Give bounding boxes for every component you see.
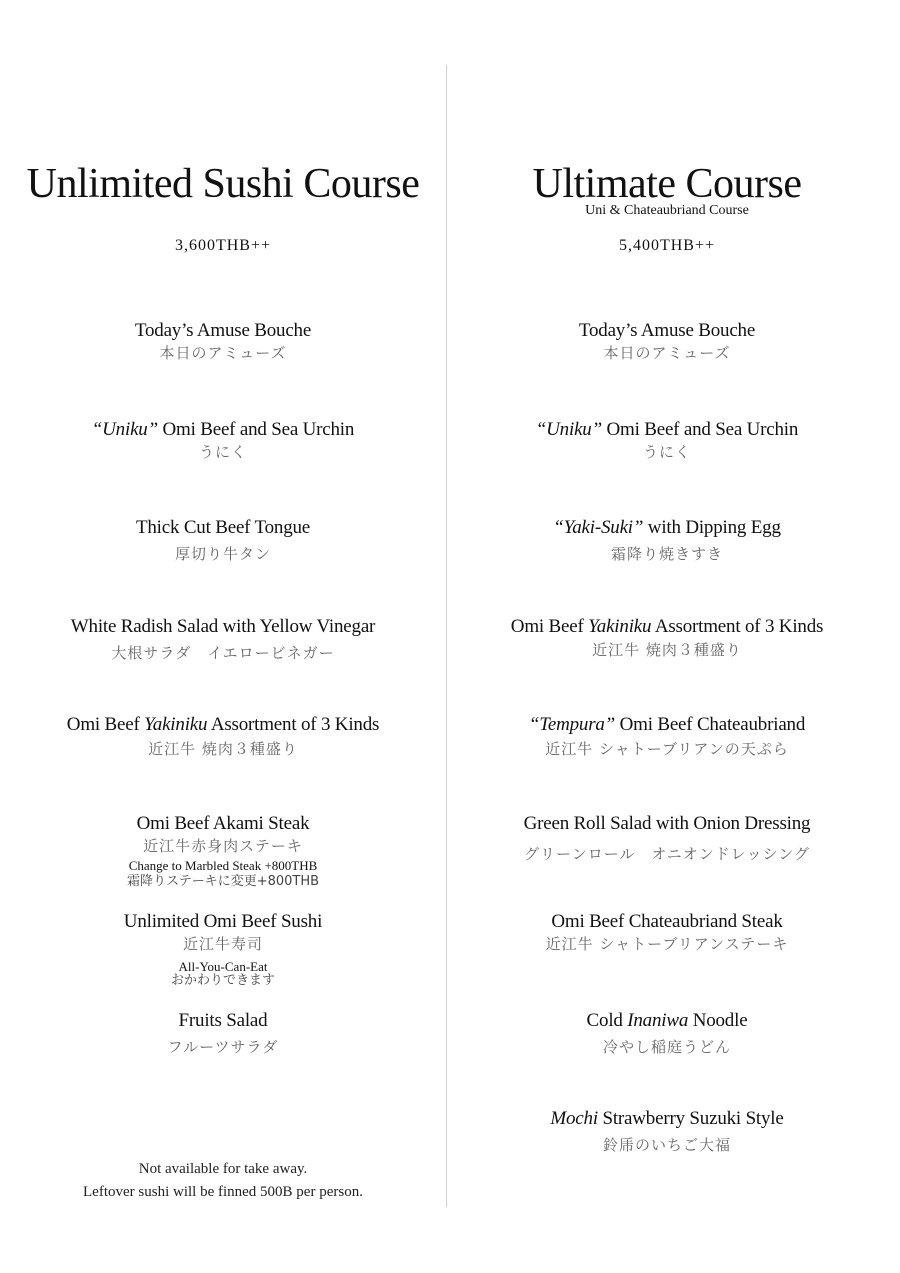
menu-item-name: Thick Cut Beef Tongue <box>135 517 311 538</box>
menu-item-note: Change to Marbled Steak +800THB <box>128 858 318 873</box>
menu-item-name: “Uniku” Omi Beef and Sea Urchin <box>91 419 355 440</box>
menu-item-jp: 霜降り焼きすき <box>610 545 723 563</box>
menu-item-jp: 近江牛寿司 <box>182 935 263 953</box>
course-subtitle: Uni & Chateaubriand Course <box>585 203 749 218</box>
menu-item-name: Today’s Amuse Bouche <box>134 320 312 341</box>
menu-item-note: All-You-Can-Eat <box>178 959 268 974</box>
menu-item-name: Cold Inaniwa Noodle <box>586 1010 748 1031</box>
menu-item-jp: 近江牛 シャトーブリアンステーキ <box>545 935 789 953</box>
menu-item-name: “Yaki-Suki” with Dipping Egg <box>553 517 781 538</box>
menu-item-jp: 近江牛 焼肉３種盛り <box>592 641 742 659</box>
menu-item-jp: 冷やし稲庭うどん <box>602 1038 731 1056</box>
menu-item-name: Today’s Amuse Bouche <box>578 320 756 341</box>
menu-item-name: Omi Beef Chateaubriand Steak <box>551 911 783 932</box>
menu-item-jp: 近江牛 焼肉３種盛り <box>148 740 298 758</box>
course-title: Unlimited Sushi Course <box>26 161 420 207</box>
menu-item-jp: グリーンロール オニオンドレッシング <box>524 845 810 863</box>
menu-item-jp: フルーツサラダ <box>167 1038 279 1056</box>
footer-note: Leftover sushi will be finned 500B per person. <box>83 1184 363 1200</box>
menu-item-note-jp: おかわりできます <box>170 973 275 988</box>
menu-item-jp: 鈴乕のいちご大福 <box>602 1136 731 1154</box>
menu-item-jp: 大根サラダ イエロービネガー <box>111 644 335 662</box>
menu-item-name: Omi Beef Yakiniku Assortment of 3 Kinds <box>66 714 380 735</box>
footer-note: Not available for take away. <box>138 1161 308 1177</box>
menu-item-jp: 厚切り牛タン <box>174 545 271 563</box>
menu-item-name: Omi Beef Yakiniku Assortment of 3 Kinds <box>510 616 824 637</box>
menu-item-jp: 近江牛 シャトーブリアンの天ぷら <box>545 740 789 758</box>
menu-item-jp: 本日のアミューズ <box>159 344 287 362</box>
menu-item-jp: うにく <box>198 443 247 461</box>
menu-item-jp: 本日のアミューズ <box>603 344 731 362</box>
menu-item-name: Fruits Salad <box>178 1010 268 1031</box>
unlimited-sushi-course-column <box>0 0 446 1273</box>
menu-item-note-jp: 霜降りステーキに変更+800THB <box>126 874 320 889</box>
ultimate-course-column <box>447 0 887 1273</box>
menu-item-name: White Radish Salad with Yellow Vinegar <box>70 616 376 637</box>
menu-item-jp: 近江牛赤身肉ステーキ <box>143 837 303 855</box>
menu-item-name: “Uniku” Omi Beef and Sea Urchin <box>535 419 799 440</box>
menu-item-name: “Tempura” Omi Beef Chateaubriand <box>528 714 806 735</box>
course-price: 3,600THB++ <box>174 237 272 254</box>
menu-item-name: Unlimited Omi Beef Sushi <box>123 911 323 932</box>
course-title: Ultimate Course <box>532 161 802 207</box>
menu-item-name: Omi Beef Akami Steak <box>136 813 310 834</box>
menu-item-name: Green Roll Salad with Onion Dressing <box>523 813 811 834</box>
course-price: 5,400THB++ <box>618 237 716 254</box>
menu-item-jp: うにく <box>642 443 691 461</box>
menu-item-name: Mochi Strawberry Suzuki Style <box>550 1108 784 1129</box>
